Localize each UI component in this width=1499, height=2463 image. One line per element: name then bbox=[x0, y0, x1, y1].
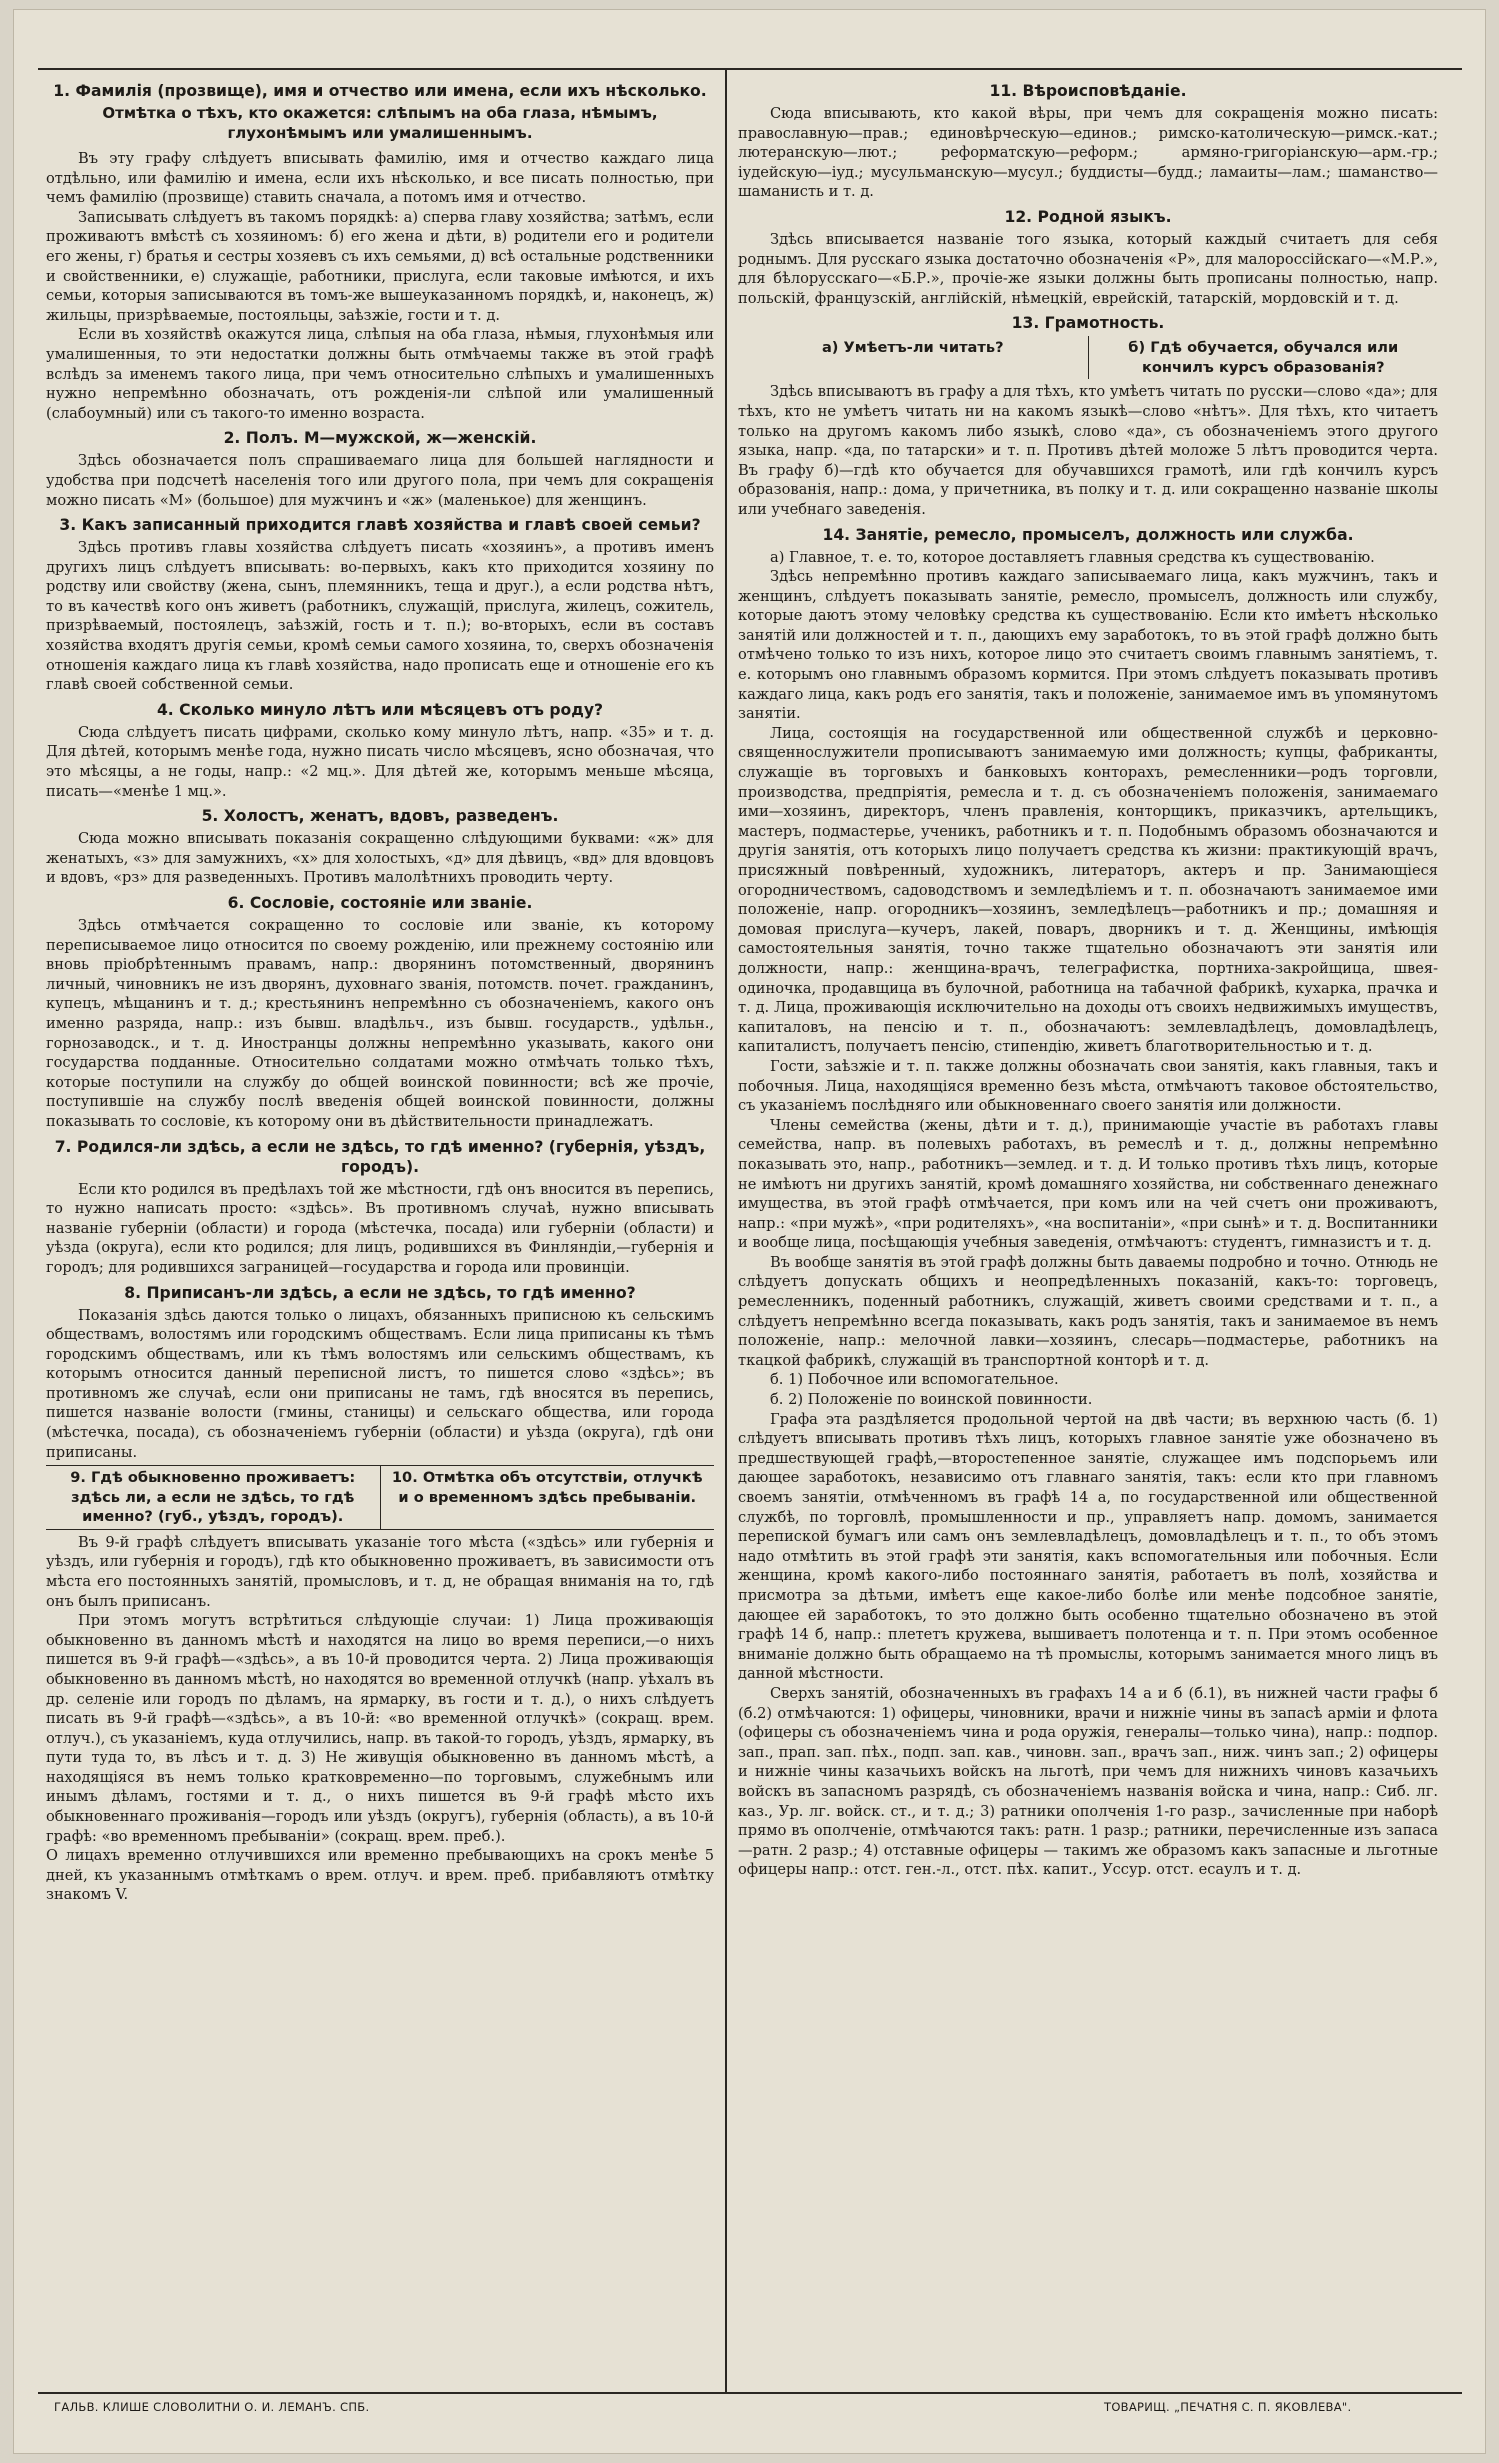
section-8-paragraph: Показанія здѣсь даются только о лицахъ, обязанныхъ приписною къ сельскимъ обществамъ, волостямъ или городскимъ обществамъ. Если лица приписаны къ тѣмъ городскимъ обществамъ, или къ тѣмъ волостямъ или сельскимъ обществамъ, къ которымъ относится данный переписной листъ, то пишется слово «здѣсь»; въ противномъ же случаѣ, если они приписаны не тамъ, гдѣ вносятся въ перепись, пишется названіе волости (гмины, станицы) и сельскаго общества, или города (мѣстечка, посада), съ обозначеніемъ губерніи (области) и уѣзда (округа), гдѣ они приписаны. bbox=[46, 1306, 714, 1461]
section-14-b2-heading: б. 2) Положеніе по воинской повинности. bbox=[770, 1391, 1093, 1409]
section-5-title: 5. Холостъ, женатъ, вдовъ, разведенъ. bbox=[201, 807, 559, 826]
section-6-paragraph: Здѣсь отмѣчается сокращенно то сословіе или званіе, къ которому переписываемое лицо относится по своему рожденію, или прежнему состоянію или вновь пріобрѣтеннымъ правамъ, напр.: дворянинъ потомственный, дворянинъ личный, чиновникъ не изъ дворянъ, духовнаго званія, потомств. почет. гражданинъ, купецъ, мѣщанинъ и т. д.; крестьянинъ непремѣнно съ обозначеніемъ, какого онъ именно разряда, напр.: изъ бывш. владѣльч., изъ бывш. государств., удѣльн., горнозаводск., и т. д. Иностранцы должны непремѣнно указывать, какого они государства подданные. Относительно солдатами можно отмѣчать только тѣхъ, которые поступили на службу до общей воинской повинности; всѣ же прочіе, поступившіе на службу послѣ введенія общей воинской повинности, должны показывать то сословіе, къ которому они въ дѣйствительности принадлежатъ. bbox=[46, 917, 714, 1130]
section-1-subtitle: Отмѣтка о тѣхъ, кто окажется: слѣпымъ на оба глаза, нѣмымъ, глухонѣмымъ или умалишеннымъ. bbox=[102, 104, 658, 142]
section-12-title: 12. Родной языкъ. bbox=[1004, 207, 1172, 226]
section-9-paragraph: О лицахъ временно отлучившихся или временно пребывающихъ на срокъ менѣе 5 дней, къ указаннымъ отмѣткамъ о врем. отлуч. и врем. преб. прибавляютъ отмѣтку знакомъ V. bbox=[46, 1847, 714, 1904]
section-3-title: 3. Какъ записанный приходится главѣ хозяйства и главѣ своей семьи? bbox=[59, 516, 701, 535]
section-1-title: 1. Фамилія (прозвище), имя и отчество или имена, если ихъ нѣсколько. bbox=[53, 82, 707, 100]
section-4-title: 4. Сколько минуло лѣтъ или мѣсяцевъ отъ роду? bbox=[156, 700, 604, 719]
section-11-title: 11. Вѣроисповѣданіе. bbox=[989, 82, 1187, 100]
section-9-paragraph: Въ 9-й графѣ слѣдуетъ вписывать указаніе того мѣста («здѣсь» или губернія и уѣздъ, или губернія и городъ), гдѣ кто обыкновенно проживаетъ, въ зависимости отъ мѣста его постоянныхъ занятій, промысловъ, и т. д, не обращая вниманія на то, гдѣ онъ былъ приписанъ. bbox=[46, 1533, 714, 1610]
section-7-paragraph: Если кто родился въ предѣлахъ той же мѣстности, гдѣ онъ вносится въ перепись, то нужно написать просто: «здѣсь». Въ противномъ случаѣ, нужно вписывать названіе губерніи (области) и города (мѣстечка, посада) или губерніи (области) и уѣзда (округа), если кто родился; для лицъ, родившихся въ Финляндіи,—губернія и городъ; для родившихся заграницей—государства и города или провинціи. bbox=[46, 1180, 714, 1276]
section-14-paragraph: Сверхъ занятій, обозначенныхъ въ графахъ 14 а и б (б.1), въ нижней части графы б (б.2) отмѣчаются: 1) офицеры, чиновники, врачи и нижніе чины въ запасѣ арміи и флота (офицеры съ обозначеніемъ чина и рода оружія, генералы—только чина), напр.: подпор. зап., прап. зап. пѣх., подп. зап. кав., чиновн. зап., врачъ зап., ниж. чинъ зап.; 2) офицеры и нижніе чины казачьихъ войскъ на льготѣ, при чемъ для нижнихъ чиновъ казачьихъ войскъ въ запасномъ разрядѣ, съ обозначеніемъ названія войска и чина, напр.: Сиб. лг. каз., Ур. лг. войск. ст., и т. д.; 3) ратники ополченія 1-го разр., зачисленные при наборѣ прямо въ ополченіе, отмѣчаются такъ: ратн. 1 разр.; ратники, перечисленные изъ запаса—ратн. 2 разр.; 4) отставные офицеры — такимъ же образомъ какъ запасные и льготные офицеры напр.: отст. ген.-л., отст. пѣх. капит., Уссур. отст. есаулъ и т. д. bbox=[738, 1684, 1438, 1879]
sections-9-10-header bbox=[46, 1465, 714, 1530]
section-14-paragraph: Гости, заѣзжіе и т. п. также должны обозначать свои занятія, какъ главныя, такъ и побочныя. Лица, находящіяся временно безъ мѣста, отмѣчаютъ таковое обстоятельство, съ указаніемъ послѣдняго или обыкновеннаго своего занятія или должности. bbox=[738, 1057, 1438, 1115]
section-14-title: 14. Занятіе, ремесло, промыселъ, должность или служба. bbox=[822, 525, 1354, 544]
section-13-title: 13. Грамотность. bbox=[1011, 314, 1165, 333]
printer-imprint-left: ГАЛЬВ. КЛИШЕ СЛОВОЛИТНИ О. И. ЛЕМАНЪ. СПБ. bbox=[54, 2400, 370, 2414]
section-6-title: 6. Сословіе, состояніе или званіе. bbox=[227, 894, 533, 912]
census-instructions-sheet bbox=[14, 10, 1485, 2453]
section-14-paragraph: Лица, состоящія на государственной или общественной службѣ и церковно-священнослужители прописываютъ занимаемую ими должность; купцы, фабриканты, служащіе въ торговыхъ и банковыхъ конторахъ, ремесленники—родъ торговли, производства, предпріятія, ремесла и т. д. съ обозначеніемъ положенія, занимаемаго ими—хозяинъ, директоръ, членъ правленія, конторщикъ, приказчикъ, артельщикъ, мастеръ, подмастерье, ученикъ, работникъ и т. п. Подобнымъ образомъ обозначаются и другія занятія, отъ которыхъ лицо получаетъ средства къ жизни: практикующій врачъ, присяжный повѣренный, художникъ, литераторъ, актеръ и пр. Занимающіеся огородничествомъ, садоводствомъ и земледѣліемъ и т. п. обозначаютъ занимаемое ими положеніе, напр. огородникъ—хозяинъ, земледѣлецъ—работникъ и пр.; домашняя и домовая прислуга—кучеръ, лакей, поваръ, дворникъ и т. д. Женщины, имѣющія самостоятельныя занятія, точно также тщательно обозначаютъ эти занятія или должности, напр.: женщина-врачъ, телеграфистка, портниха-закройщица, швея-одиночка, продавщица въ булочной, работница на табачной фабрикѣ, кухарка, прачка и т. д. Лица, проживающія исключительно на доходы отъ своихъ недвижимыхъ имуществъ, капиталовъ, на пенсію и т. п., обозначаютъ: землевладѣлецъ, домовладѣлецъ, капиталистъ, получаетъ пенсію, стипендію, живетъ благотворительностью и т. д. bbox=[738, 724, 1438, 1056]
section-1-paragraph: Если въ хозяйствѣ окажутся лица, слѣпыя на оба глаза, нѣмыя, глухонѣмыя или умалишенныя, то эти недостатки должны быть отмѣчаемы также въ этой графѣ вслѣдъ за именемъ такого лица, при чемъ относительно слѣпыхъ и умалишенныхъ нужно непремѣнно обозначать, отъ рожденія-ли слѣпой или умалишенный (слабоумный) или съ такого-то именно возраста. bbox=[46, 326, 714, 422]
section-14-paragraph: Графа эта раздѣляется продольной чертой на двѣ части; въ верхнюю часть (б. 1) слѣдуетъ вписывать противъ тѣхъ лицъ, которыхъ главное занятіе уже обозначено въ предшествующей графѣ,—второстепенное занятіе, служащее имъ подспорьемъ или дающее заработокъ, независимо отъ главнаго занятія, такъ: если кто при главномъ своемъ занятіи, отмѣченномъ въ графѣ 14 а, по государственной или общественной службѣ, по торговлѣ, промышленности и пр., управляетъ напр. домомъ, занимается перепиской бумагъ или самъ онъ землевладѣлецъ, домовладѣлецъ и т. п., то объ этомъ надо отмѣтить въ этой графѣ эти занятія, какъ вспомогательныя или побочныя. Если женщина, кромѣ какого-либо постояннаго занятія, работаетъ въ полѣ, хозяйства и присмотра за дѣтьми, имѣетъ еще какое-либо болѣе или менѣе подсобное занятіе, дающее ей заработокъ, то это должно быть особенно тщательно обозначено въ этой графѣ 14 б, напр.: плететъ кружева, вышиваетъ полотенца и т. п. При этомъ особенное вниманіе должно быть обращаемо на тѣ промыслы, которымъ занимается много лицъ въ данной мѣстности. bbox=[738, 1410, 1438, 1683]
section-1-paragraph: Записывать слѣдуетъ въ такомъ порядкѣ: а) сперва главу хозяйства; затѣмъ, если проживаютъ вмѣстѣ съ хозяиномъ: б) его жена и дѣти, в) родители его и родители его жены, г) братья и сестры хозяевъ съ ихъ семьями, д) всѣ остальные родственники и свойственники, е) служащіе, работники, прислуга, если таковые имѣются, и ихъ семьи, которыя записываются въ томъ-же вышеуказанномъ порядкѣ, и, наконецъ, ж) жильцы, призрѣваемые, постояльцы, заѣзжіе, гости и т. д. bbox=[46, 208, 714, 324]
section-14-paragraph: а) Главное, т. е. то, которое доставляетъ главныя средства къ существованію. bbox=[770, 548, 1375, 566]
section-1-paragraph: Въ эту графу слѣдуетъ вписывать фамилію, имя и отчество каждаго лица отдѣльно, или фамилію и имена, если ихъ нѣсколько, и все писать полностью, при чемъ фамилію (прозвище) ставить сначала, а потомъ имя и отчество. bbox=[46, 150, 714, 207]
section-13-subheaders bbox=[738, 336, 1438, 379]
section-14-paragraph: Здѣсь непремѣнно противъ каждаго записываемаго лица, какъ мужчинъ, такъ и женщинъ, слѣдуетъ показывать занятіе, ремесло, промыселъ, должность или службу, которые даютъ этому человѣку средства къ существованію. Если кто имѣетъ нѣсколько занятій или должностей и т. п., дающихъ ему заработокъ, то въ этой графѣ должно быть отмѣчено только то изъ нихъ, которое лицо это считаетъ своимъ главнымъ занятіемъ, т. е. которымъ оно главнымъ образомъ кормится. При этомъ слѣдуетъ показывать противъ каждаго лица, какъ родъ его занятія, такъ и положеніе, занимаемое имъ въ упомянутомъ занятіи. bbox=[738, 568, 1438, 723]
section-3-paragraph: Здѣсь противъ главы хозяйства слѣдуетъ писать «хозяинъ», а противъ именъ другихъ лицъ слѣдуетъ вписывать: во-первыхъ, какъ кто приходится хозяину по родству или свойству (жена, сынъ, племянникъ, теща и друг.), а если родства нѣтъ, то въ качествѣ кого онъ живетъ (работникъ, служащій, прислуга, жилецъ, сожитель, призрѣваемый, постоялецъ, заѣзжій, гость и т. п.); во-вторыхъ, если въ составъ хозяйства входятъ другія семьи, кромѣ семьи самого хозяина, то, сверхъ обозначенія отношенія каждаго лица къ главѣ хозяйства, надо прописать еще и отношеніе его къ главѣ своей собственной семьи. bbox=[46, 539, 714, 694]
section-11-paragraph: Сюда вписывають, кто какой вѣры, при чемъ для сокращенія можно писать: православную—прав.; единовѣрческую—единов.; римско-католическую—римск.-кат.; лютеранскую—лют.; реформатскую—реформ.; армяно-григоріанскую—арм.-гр.; іудейскую—іуд.; мусульманскую—мусул.; буддисты—будд.; ламаиты—лам.; шаманство—шаманисть и т. д. bbox=[738, 105, 1438, 201]
section-4-paragraph: Сюда слѣдуетъ писать цифрами, сколько кому минуло лѣтъ, напр. «35» и т. д. Для дѣтей, которымъ менѣе года, нужно писать число мѣсяцевъ, ясно обозначая, что это мѣсяцы, а не годы, напр.: «2 мц.». Для дѣтей же, которымъ меньше мѣсяца, писать—«менѣе 1 мц.». bbox=[46, 723, 714, 800]
column-divider bbox=[725, 68, 727, 2392]
section-7-title: 7. Родился-ли здѣсь, а если не здѣсь, то гдѣ именно? (губернія, уѣздъ, городъ). bbox=[54, 1137, 706, 1176]
section-14-b1-heading: б. 1) Побочное или вспомогательное. bbox=[770, 1371, 1059, 1389]
section-2-title: 2. Полъ. М—мужской, ж—женскій. bbox=[223, 429, 537, 448]
section-14-paragraph: Въ вообще занятія въ этой графѣ должны быть даваемы подробно и точно. Отнюдь не слѣдуетъ допускать общихъ и неопредѣленныхъ показаній, какъ-то: торговецъ, ремесленникъ, поденный работникъ, служащій, живетъ своими средствами и т. п., а слѣдуетъ непремѣнно всегда показывать, какъ родъ занятія, такъ и занимаемое въ немъ положеніе, напр.: мелочной лавки—хозяинъ, слесарь—подмастерье, работникъ на ткацкой фабрикѣ, служащій въ транспортной конторѣ и т. д. bbox=[738, 1253, 1438, 1369]
section-13-a-title: а) Умѣетъ-ли читать? bbox=[821, 339, 1004, 357]
right-column bbox=[738, 76, 1438, 2382]
section-2-paragraph: Здѣсь обозначается полъ спрашиваемаго лица для большей наглядности и удобства при подсчетѣ населенія того или другого пола, при чемъ для сокращенія можно писать «М» (большое) для мужчинъ и «ж» (маленькое) для женщинъ. bbox=[46, 452, 714, 509]
section-10-title: 10. Отмѣтка объ отсутствіи, отлучкѣ и о временномъ здѣсь пребываніи. bbox=[380, 1466, 715, 1529]
section-14-paragraph: Члены семейства (жены, дѣти и т. д.), принимающіе участіе въ работахъ главы семейства, напр. въ полевыхъ работахъ, въ ремеслѣ и т. д., должны непремѣнно показывать это, напр., работникъ—землед. и т. д. И только противъ тѣхъ лицъ, которые не имѣютъ ни другихъ занятій, кромѣ домашняго хозяйства, ни собственнаго денежнаго имущества, въ этой графѣ отмѣчается, при комъ или на чей счетъ они проживаютъ, напр.: «при мужѣ», «при родителяхъ», «на воспитаніи», «при сынѣ» и т. д. Воспитанники и вообще лица, посѣщающія учебныя заведенія, отмѣчаютъ: студентъ, гимназистъ и т. д. bbox=[738, 1116, 1438, 1252]
section-5-paragraph: Сюда можно вписывать показанія сокращенно слѣдующими буквами: «ж» для женатыхъ, «з» для замужнихъ, «х» для холостыхъ, «д» для дѣвицъ, «вд» для вдовцовъ и вдовъ, «рз» для разведенныхъ. Противъ малолѣтнихъ проводить черту. bbox=[46, 830, 714, 887]
section-9-paragraph: При этомъ могутъ встрѣтиться слѣдующіе случаи: 1) Лица проживающія обыкновенно въ данномъ мѣстѣ и находятся на лицо во время переписи,—о нихъ пишется въ 9-й графѣ—«здѣсь», а въ 10-й проводится черта. 2) Лица проживающія обыкновенно въ данномъ мѣстѣ, но находятся во временной отлучкѣ (напр. уѣхалъ въ др. селеніе или городъ по дѣламъ, на ярмарку, въ гости и т. д.), о нихъ слѣдуетъ писать въ 9-й графѣ—«здѣсь», а въ 10-й: «во временной отлучкѣ» (сокращ. врем. отлуч.), съ указаніемъ, куда отлучились, напр. въ такой-то городъ, уѣздъ, ярмарку, въ пути туда то, въ лѣсъ и т. д. 3) Не живущія обыкновенно въ данномъ мѣстѣ, а находящіяся въ немъ только кратковременно—по торговымъ, служебнымъ или инымъ дѣламъ, гостями и т. д., о нихъ пишется въ 9-й графѣ мѣсто ихъ обыкновеннаго проживанія—городъ или уѣздъ (округъ), губернія (область), а въ 10-й графѣ: «во временномъ пребываніи» (сокращ. врем. преб.). bbox=[46, 1612, 714, 1845]
section-8-title: 8. Приписанъ-ли здѣсь, а если не здѣсь, то гдѣ именно? bbox=[124, 1283, 636, 1302]
section-12-paragraph: Здѣсь вписывается названіе того языка, который каждый считаетъ для себя роднымъ. Для русскаго языка достаточно обозначенія «Р», для малороссійскаго—«М.Р.», для бѣлорусскаго—«Б.Р.», прочіе-же языки должны быть прописаны полностью, напр. польскій, французскій, англійскій, нѣмецкій, еврейскій, татарскій, мордовскій и т. д. bbox=[738, 230, 1438, 307]
left-column bbox=[46, 76, 714, 2382]
section-9-title: 9. Гдѣ обыкновенно проживаетъ: здѣсь ли, а если не здѣсь, то гдѣ именно? (губ., уѣздъ, городъ). bbox=[70, 1469, 356, 1526]
section-13-paragraph: Здѣсь вписываютъ въ графу а для тѣхъ, кто умѣетъ читать по русски—слово «да»; для тѣхъ, кто не умѣетъ читать ни на какомъ языкѣ—слово «нѣтъ». Для тѣхъ, кто читаетъ только на другомъ какомъ либо языкѣ, слово «да», съ обозначеніемъ этого другого языка, напр. «да, по татарски» и т. п. Противъ дѣтей моложе 5 лѣтъ проводится черта. Въ графу б)—гдѣ кто обучается для обучавшихся грамотѣ, или гдѣ кончилъ курсъ образованія, напр.: дома, у причетника, въ полку и т. д. или сокращенно названіе школы или учебнаго заведенія. bbox=[738, 383, 1438, 518]
section-13-b-title: б) Гдѣ обучается, обучался или кончилъ курсъ образованія? bbox=[1088, 336, 1439, 379]
printer-imprint-right: ТОВАРИЩ. „ПЕЧАТНЯ С. П. ЯКОВЛЕВА". bbox=[1104, 2400, 1352, 2414]
